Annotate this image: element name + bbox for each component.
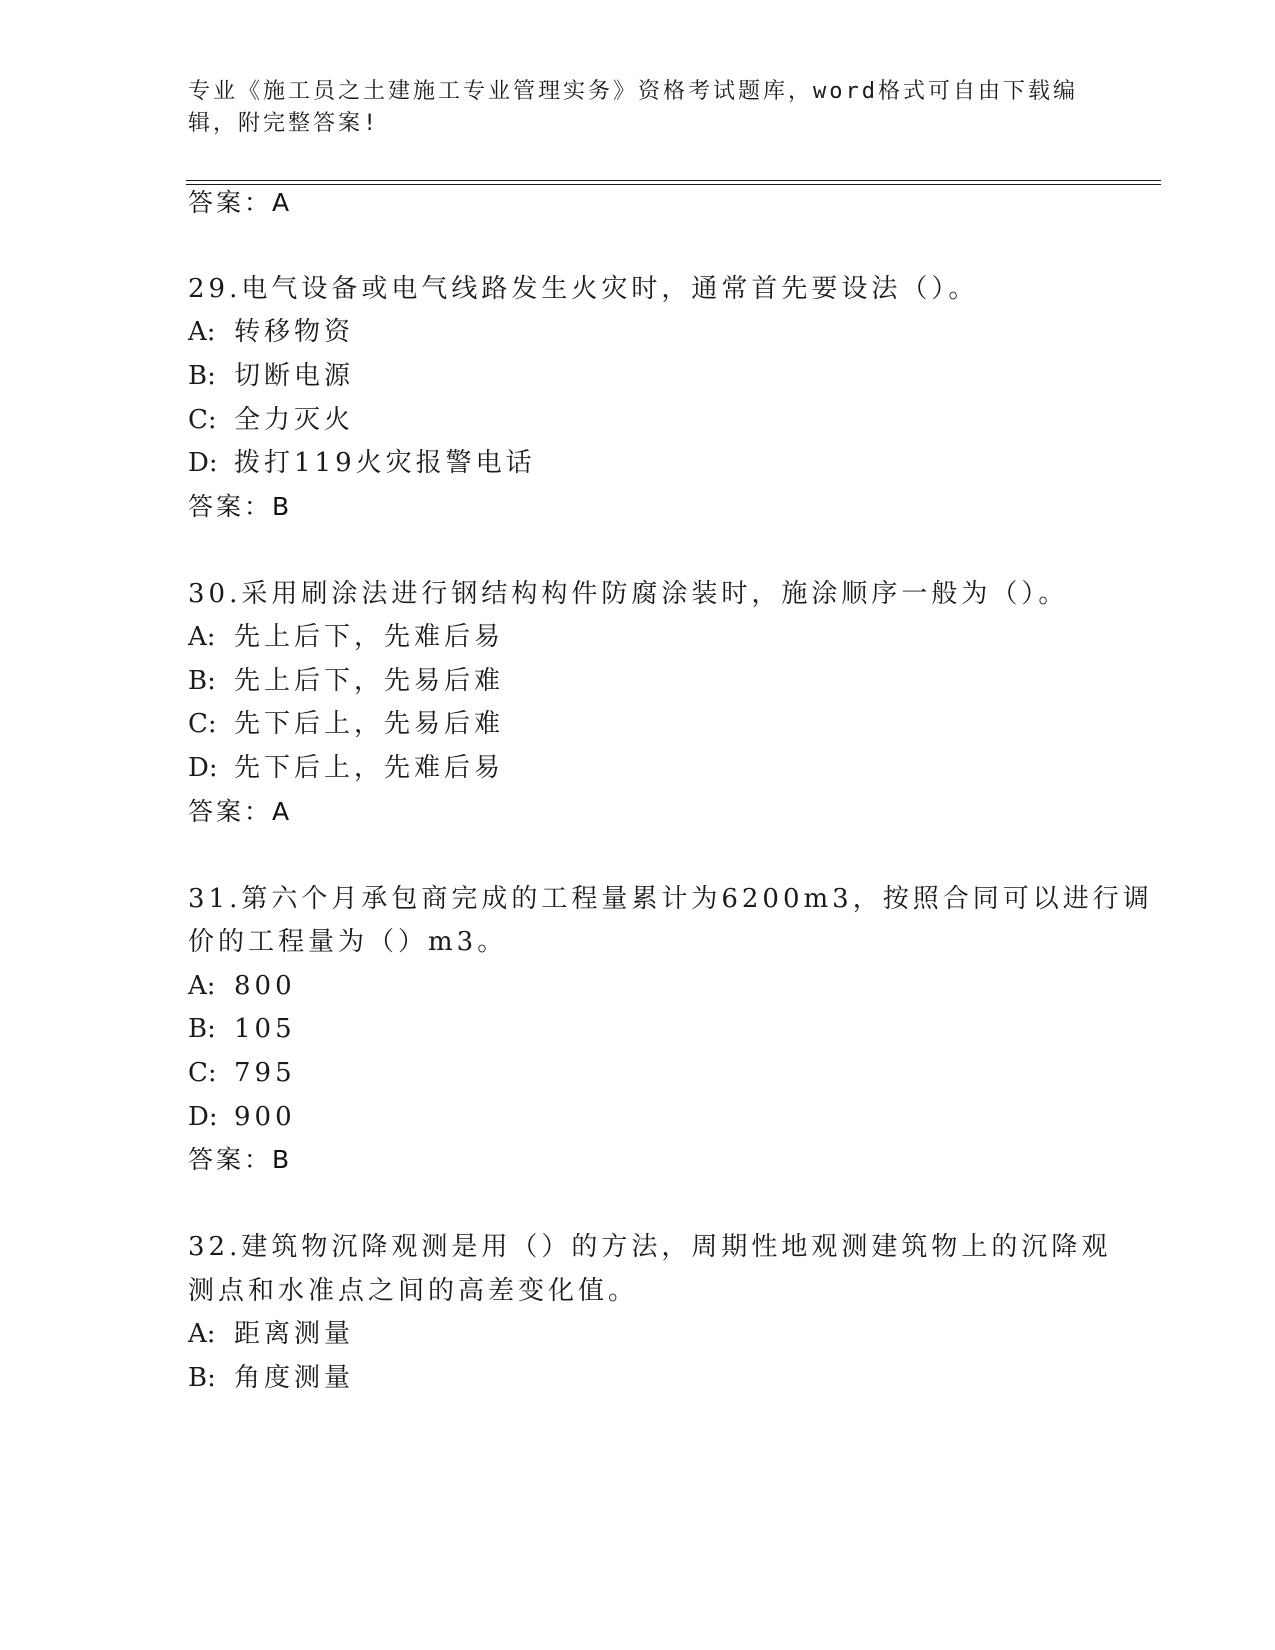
option-text: 先下后上，先难后易 (234, 753, 505, 783)
question-31-option-a (188, 969, 296, 1003)
question-32-stem-line-1: 32.建筑物沉降观测是用（）的方法，周期性地观测建筑物上的沉降观 (188, 1232, 1112, 1262)
option-text: 800 (234, 971, 296, 1001)
option-text: 105 (234, 1014, 296, 1044)
question-29-stem: 29.电气设备或电气线路发生火灾时，通常首先要设法（）。 (188, 274, 979, 304)
option-text: 转移物资 (234, 317, 355, 347)
option-text: 拨打119火灾报警电话 (234, 448, 536, 478)
option-text: 全力灭火 (234, 405, 355, 435)
question-29-option-b (188, 359, 354, 393)
option-letter: D: (188, 1102, 218, 1132)
option-text: 900 (234, 1102, 296, 1132)
option-text: 先上后下，先易后难 (234, 666, 505, 696)
option-letter: A: (188, 317, 216, 347)
question-31-stem-line-2: 价的工程量为（）m3。 (188, 927, 508, 957)
question-30-option-b (188, 664, 504, 698)
option-text: 角度测量 (234, 1363, 355, 1393)
header-line-1: 专业《施工员之土建施工专业管理实务》资格考试题库，word格式可自由下载编 (188, 79, 1078, 104)
question-30-answer: 答案：A (188, 797, 293, 826)
option-letter: D: (188, 448, 218, 478)
question-30-option-c (188, 707, 504, 741)
previous-answer: 答案：A (188, 188, 293, 217)
question-31-option-c (188, 1056, 296, 1090)
question-31-option-d (188, 1100, 296, 1134)
option-letter: C: (188, 709, 217, 739)
question-32-option-a (188, 1317, 354, 1351)
option-letter: B: (188, 1014, 216, 1044)
header-line-2: 辑，附完整答案! (188, 111, 380, 136)
option-letter: C: (188, 1058, 217, 1088)
option-letter: A: (188, 622, 216, 652)
option-text: 795 (234, 1058, 296, 1088)
option-letter: D: (188, 753, 218, 783)
question-29-option-a (188, 315, 354, 349)
question-31-stem-line-1: 31.第六个月承包商完成的工程量累计为6200m3，按照合同可以进行调 (188, 884, 1153, 914)
question-31-option-b (188, 1012, 296, 1046)
option-letter: A: (188, 1319, 216, 1349)
option-text: 先下后上，先易后难 (234, 709, 505, 739)
option-letter: C: (188, 405, 217, 435)
question-32-stem-line-2: 测点和水准点之间的高差变化值。 (188, 1276, 639, 1306)
question-30-stem: 30.采用刷涂法进行钢结构构件防腐涂装时，施涂顺序一般为（）。 (188, 579, 1069, 609)
header-divider-top (186, 180, 1161, 181)
option-text: 切断电源 (234, 361, 355, 391)
question-32-option-b (188, 1361, 354, 1395)
option-letter: B: (188, 666, 216, 696)
question-31-answer: 答案：B (188, 1145, 293, 1174)
option-letter: B: (188, 361, 216, 391)
document-header (188, 76, 1088, 140)
question-30-option-d (188, 751, 504, 785)
question-29-option-d (188, 446, 536, 480)
option-text: 距离测量 (234, 1319, 355, 1349)
header-divider-bottom (186, 184, 1161, 185)
question-30-option-a (188, 620, 504, 654)
option-text: 先上后下，先难后易 (234, 622, 505, 652)
option-letter: B: (188, 1363, 216, 1393)
option-letter: A: (188, 971, 216, 1001)
question-29-option-c (188, 403, 354, 437)
question-29-answer: 答案：B (188, 492, 293, 521)
